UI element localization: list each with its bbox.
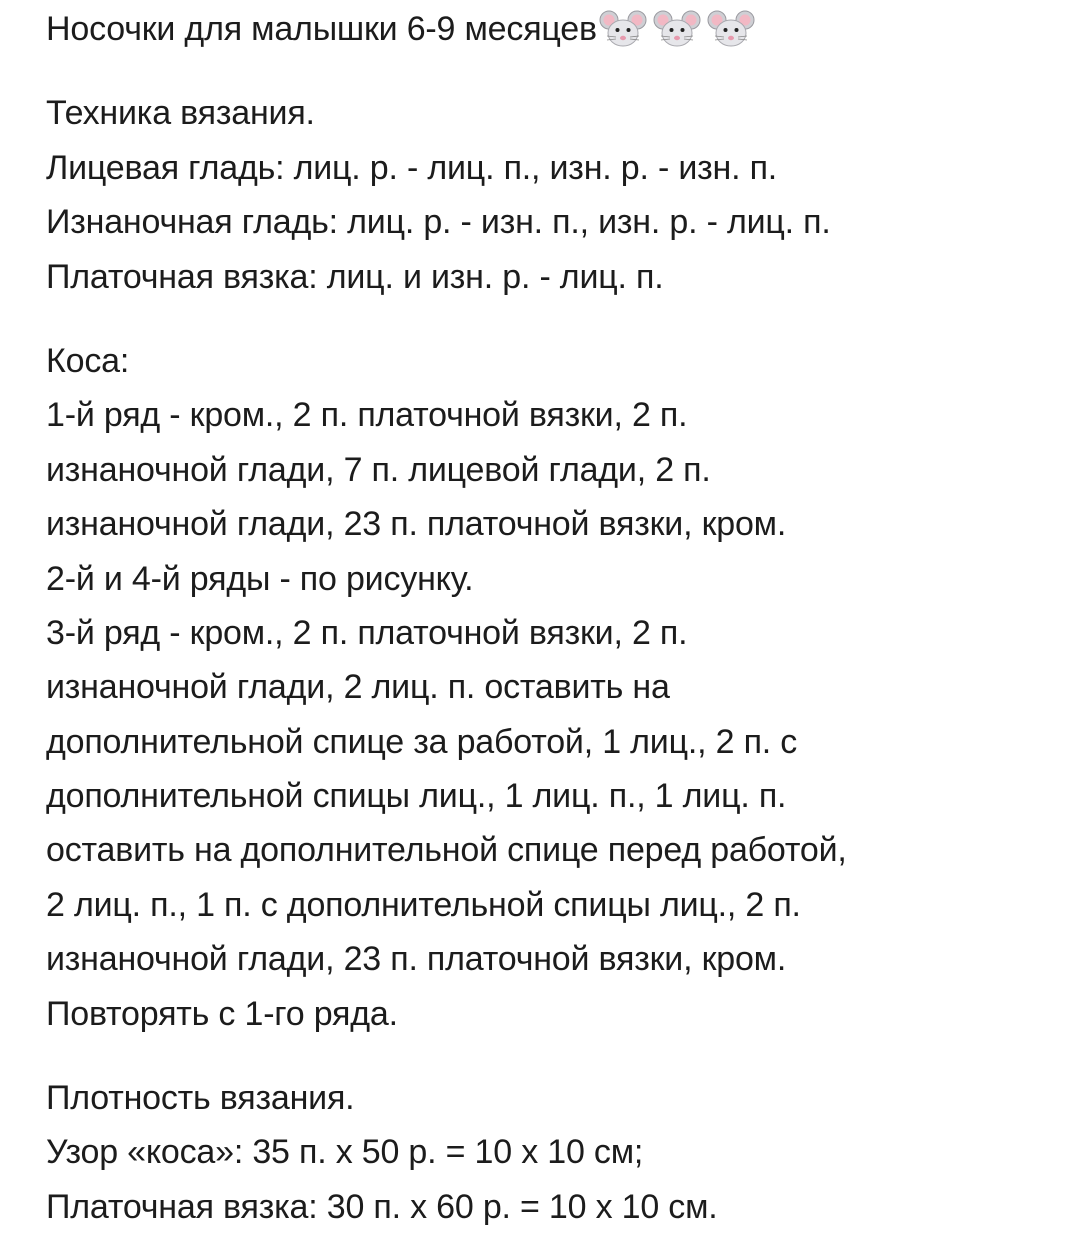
braid-line: дополнительной спице за работой, 1 лиц., 2 п. с — [46, 722, 798, 761]
mouse-face-icon — [707, 9, 755, 49]
technique-heading: Техника вязания. — [46, 94, 315, 133]
technique-section — [46, 86, 1066, 304]
braid-line: дополнительной спицы лиц., 1 лиц. п., 1 лиц. п. — [46, 777, 787, 816]
braid-line: 2 лиц. п., 1 п. с дополнительной спицы лиц., 2 п. — [46, 885, 801, 924]
braid-line: изнаночной глади, 23 п. платочной вязки, кром. — [46, 940, 787, 979]
density-heading: Плотность вязания. — [46, 1079, 355, 1118]
density-line: Платочная вязка: 30 п. х 60 р. = 10 х 10 см. — [46, 1187, 718, 1226]
emoji-group — [599, 9, 755, 49]
density-section — [46, 1071, 1066, 1234]
braid-line: оставить на дополнительной спице перед работой, — [46, 831, 847, 870]
page-title: Носочки для малышки 6-9 месяцев — [46, 10, 597, 48]
braid-line: изнаночной глади, 2 лиц. п. оставить на — [46, 668, 670, 707]
technique-line: Лицевая гладь: лиц. р. - лиц. п., изн. р. - изн. п. — [46, 148, 778, 187]
density-line: Узор «коса»: 35 п. х 50 р. = 10 х 10 см; — [46, 1133, 644, 1172]
braid-section — [46, 334, 1066, 1041]
mouse-face-icon — [599, 9, 647, 49]
braid-line: Повторять с 1-го ряда. — [46, 994, 398, 1033]
technique-line: Платочная вязка: лиц. и изн. р. - лиц. п. — [46, 257, 664, 296]
braid-line: изнаночной глади, 7 п. лицевой глади, 2 п. — [46, 450, 711, 489]
mouse-face-icon — [653, 9, 701, 49]
document-body — [46, 2, 1066, 1234]
paragraph-gap — [46, 56, 1066, 86]
braid-line: 3-й ряд - кром., 2 п. платочной вязки, 2 п. — [46, 613, 688, 652]
braid-line: 1-й ряд - кром., 2 п. платочной вязки, 2 п. — [46, 396, 688, 435]
technique-line: Изнаночная гладь: лиц. р. - изн. п., изн. р. - лиц. п. — [46, 203, 831, 242]
title-row — [46, 2, 1066, 56]
paragraph-gap — [46, 1041, 1066, 1071]
braid-heading: Коса: — [46, 341, 130, 380]
paragraph-gap — [46, 304, 1066, 334]
braid-line: изнаночной глади, 23 п. платочной вязки, кром. — [46, 505, 787, 544]
braid-line: 2-й и 4-й ряды - по рисунку. — [46, 559, 474, 598]
